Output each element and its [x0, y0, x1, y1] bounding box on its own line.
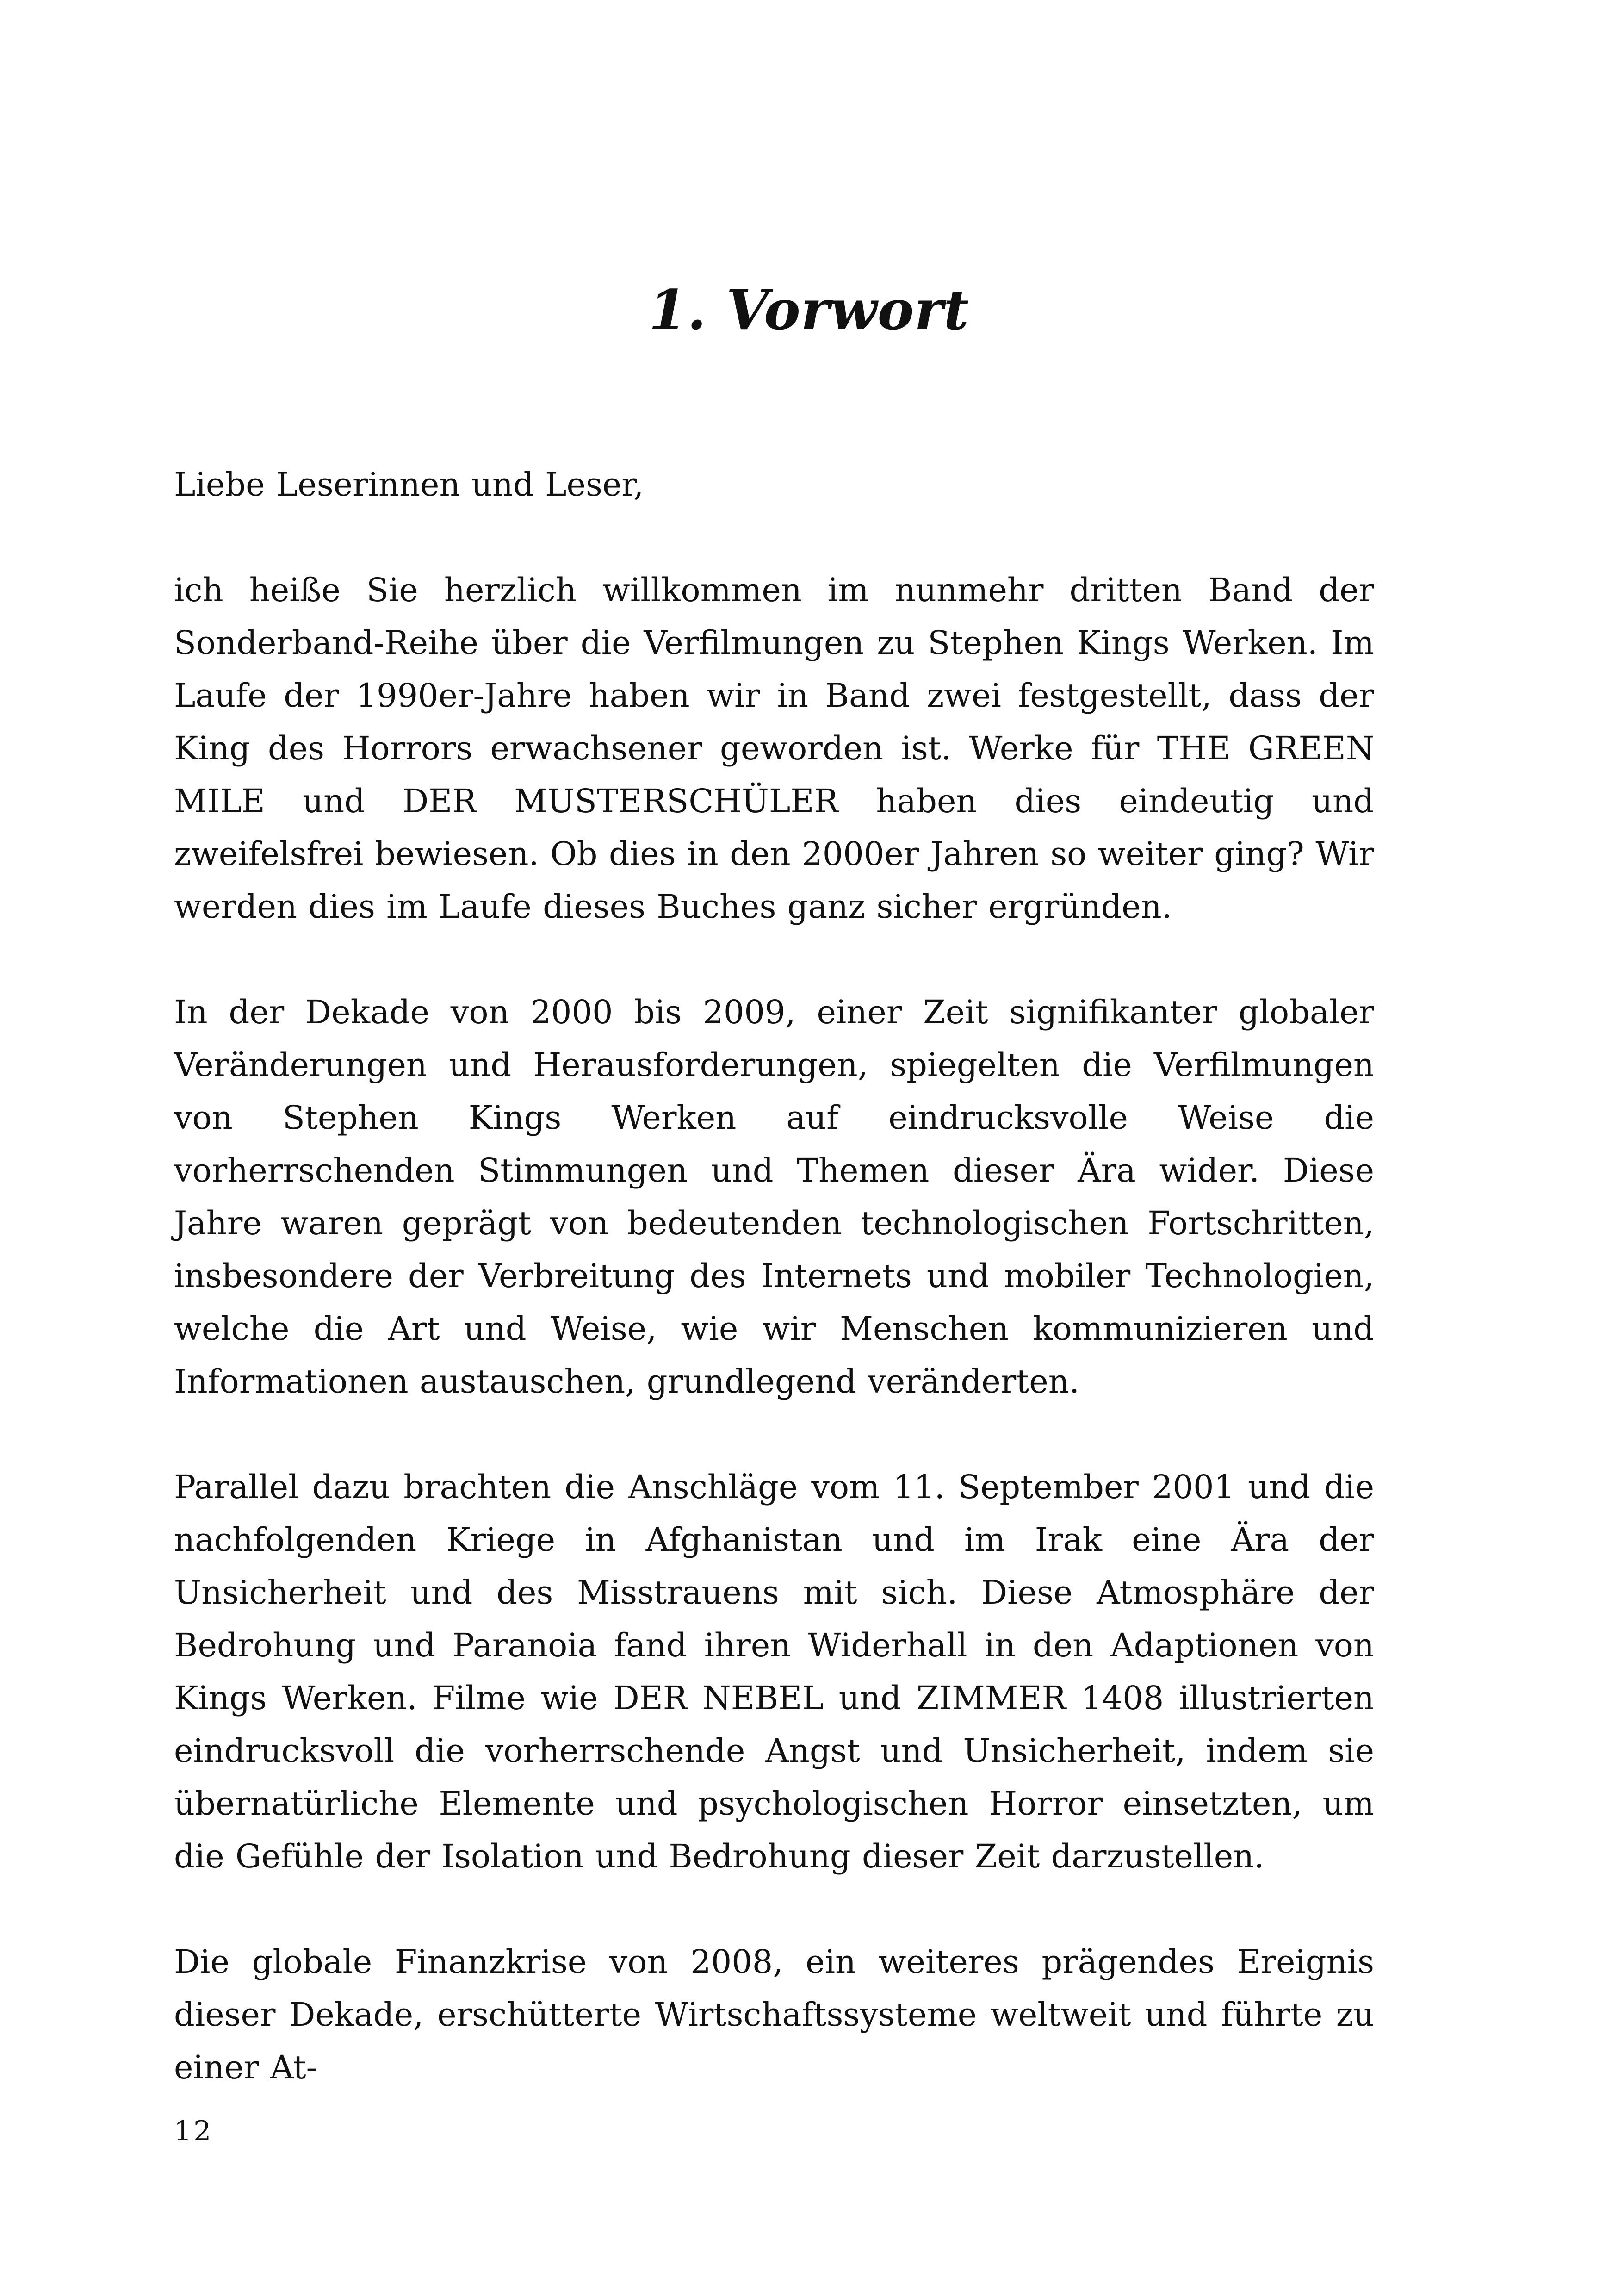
page-number: 12	[174, 2115, 213, 2147]
paragraph: Parallel dazu brachten die Anschläge vom 11. September 2001 und die nachfolgenden Kriege in Afghanistan und im Irak eine Ära der Unsicherheit und des Misstrauens mit sich. Diese Atmosphäre der Bedrohung und Paranoia fand ihren Widerhall in den Adaptionen von Kings Werken. Filme wie DER NEBEL und ZIMMER 1408 illustrierten eindrucksvoll die vorherrschende Angst und Unsicherheit, indem sie übernatürliche Elemente und psychologischen Horror einsetzten, um die Gefühle der Isolation und Bedrohung dieser Zeit darzustellen.	[174, 1468, 1374, 1875]
paragraph: ich heiße Sie herzlich willkommen im nunmehr dritten Band der Sonderband-Reihe über die Verfilmungen zu Stephen Kings Werken. Im Laufe der 1990er-Jahre haben wir in Band zwei festgestellt, dass der King des Horrors erwachsener geworden ist. Werke für THE GREEN MILE und DER MUSTERSCHÜLER haben dies eindeutig und zweifelsfrei bewiesen. Ob dies in den 2000er Jahren so weiter ging? Wir werden dies im Laufe dieses Buches ganz sicher ergründen.	[174, 571, 1374, 926]
chapter-title: 1. Vorwort	[649, 278, 969, 342]
body-text	[174, 458, 1374, 2094]
paragraph: In der Dekade von 2000 bis 2009, einer Zeit signifikanter globaler Veränderungen und Herausforderungen, spiegelten die Verfilmungen von Stephen Kings Werken auf eindrucksvolle Weise die vorherrschenden Stimmungen und Themen dieser Ära wider. Diese Jahre waren geprägt von bedeutenden technologischen Fortschritten, insbesondere der Verbreitung des Internets und mobiler Technologien, welche die Art und Weise, wie wir Menschen kommunizieren und Informationen austauschen, grundlegend veränderten.	[174, 993, 1374, 1400]
paragraph-salutation: Liebe Leserinnen und Leser,	[174, 466, 644, 504]
paragraph: Die globale Finanzkrise von 2008, ein weiteres prägendes Ereignis dieser Dekade, erschütterte Wirtschaftssysteme weltweit und führte zu einer At-	[174, 1943, 1374, 2086]
